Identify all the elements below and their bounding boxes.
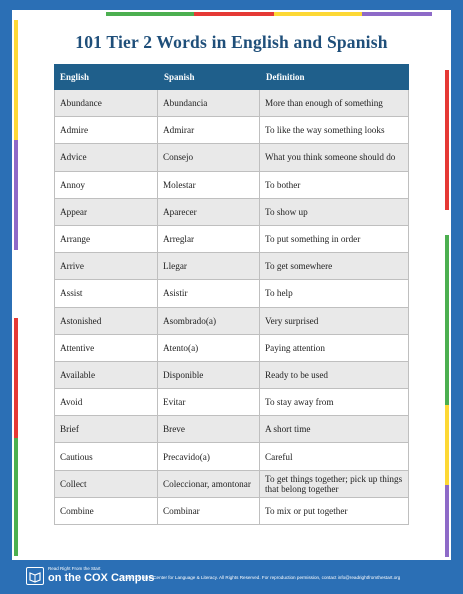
spanish-cell: Atento(a) xyxy=(158,335,260,362)
definition-cell: A short time xyxy=(260,416,409,443)
english-cell: Cautious xyxy=(54,443,158,470)
border-stripe-top-green xyxy=(106,12,194,16)
table-row xyxy=(54,226,409,253)
definition-cell: To get things together; pick up things that belong together xyxy=(260,471,409,498)
spanish-cell: Combinar xyxy=(158,498,260,525)
spanish-cell: Arreglar xyxy=(158,226,260,253)
table-row xyxy=(54,416,409,443)
logo-line-1: Read Right From the Start xyxy=(48,566,101,571)
table-row xyxy=(54,199,409,226)
english-cell: Arrange xyxy=(54,226,158,253)
spanish-cell: Molestar xyxy=(158,172,260,199)
column-header-spanish: Spanish xyxy=(158,64,260,90)
english-cell: Abundance xyxy=(54,90,158,117)
definition-cell: To help xyxy=(260,280,409,307)
border-stripe-top-yellow xyxy=(274,12,362,16)
definition-cell: To show up xyxy=(260,199,409,226)
table-row xyxy=(54,335,409,362)
border-stripe-right-purple xyxy=(445,485,449,557)
table-row xyxy=(54,117,409,144)
spanish-cell: Asistir xyxy=(158,280,260,307)
border-stripe-top-purple xyxy=(362,12,432,16)
definition-cell: To bother xyxy=(260,172,409,199)
spanish-cell: Precavido(a) xyxy=(158,443,260,470)
english-cell: Astonished xyxy=(54,308,158,335)
table-row xyxy=(54,308,409,335)
english-cell: Assist xyxy=(54,280,158,307)
english-cell: Combine xyxy=(54,498,158,525)
definition-cell: To stay away from xyxy=(260,389,409,416)
column-header-definition: Definition xyxy=(260,64,409,90)
spanish-cell: Breve xyxy=(158,416,260,443)
border-stripe-right-green xyxy=(445,235,449,405)
border-stripe-right-yellow xyxy=(445,405,449,485)
border-stripe-left-red xyxy=(14,318,18,438)
logo-line-2: on the COX Campus xyxy=(48,572,155,584)
spanish-cell: Evitar xyxy=(158,389,260,416)
definition-cell: Ready to be used xyxy=(260,362,409,389)
table-row xyxy=(54,280,409,307)
definition-cell: Paying attention xyxy=(260,335,409,362)
border-stripe-top-red xyxy=(194,12,274,16)
english-cell: Annoy xyxy=(54,172,158,199)
spanish-cell: Coleccionar, amontonar xyxy=(158,471,260,498)
definition-cell: To mix or put together xyxy=(260,498,409,525)
vocabulary-table xyxy=(54,64,409,525)
english-cell: Brief xyxy=(54,416,158,443)
definition-cell: Very surprised xyxy=(260,308,409,335)
english-cell: Avoid xyxy=(54,389,158,416)
definition-cell: To put something in order xyxy=(260,226,409,253)
table-row xyxy=(54,362,409,389)
spanish-cell: Admirar xyxy=(158,117,260,144)
table-row xyxy=(54,443,409,470)
table-row xyxy=(54,471,409,498)
spanish-cell: Llegar xyxy=(158,253,260,280)
table-row xyxy=(54,90,409,117)
english-cell: Attentive xyxy=(54,335,158,362)
definition-cell: More than enough of something xyxy=(260,90,409,117)
table-row xyxy=(54,144,409,171)
page-title: 101 Tier 2 Words in English and Spanish xyxy=(75,32,388,52)
english-cell: Admire xyxy=(54,117,158,144)
definition-cell: Careful xyxy=(260,443,409,470)
table-row xyxy=(54,253,409,280)
table-row xyxy=(54,498,409,525)
spanish-cell: Asombrado(a) xyxy=(158,308,260,335)
border-stripe-left-purple xyxy=(14,140,18,250)
table-row xyxy=(54,389,409,416)
english-cell: Available xyxy=(54,362,158,389)
copyright-text: © 2017 Rollins Center for Language & Literacy. All Rights Reserved. For reproduction permission, contact info@readrightfromthestart.org xyxy=(122,575,401,580)
definition-cell: To get somewhere xyxy=(260,253,409,280)
book-logo-icon xyxy=(26,567,44,585)
border-stripe-left-green xyxy=(14,438,18,556)
spanish-cell: Consejo xyxy=(158,144,260,171)
definition-cell: To like the way something looks xyxy=(260,117,409,144)
english-cell: Collect xyxy=(54,471,158,498)
spanish-cell: Aparecer xyxy=(158,199,260,226)
english-cell: Arrive xyxy=(54,253,158,280)
table-header-row xyxy=(54,64,409,90)
column-header-english: English xyxy=(54,64,158,90)
definition-cell: What you think someone should do xyxy=(260,144,409,171)
spanish-cell: Abundancia xyxy=(158,90,260,117)
english-cell: Advice xyxy=(54,144,158,171)
english-cell: Appear xyxy=(54,199,158,226)
spanish-cell: Disponible xyxy=(158,362,260,389)
border-stripe-right-red xyxy=(445,70,449,210)
table-row xyxy=(54,172,409,199)
